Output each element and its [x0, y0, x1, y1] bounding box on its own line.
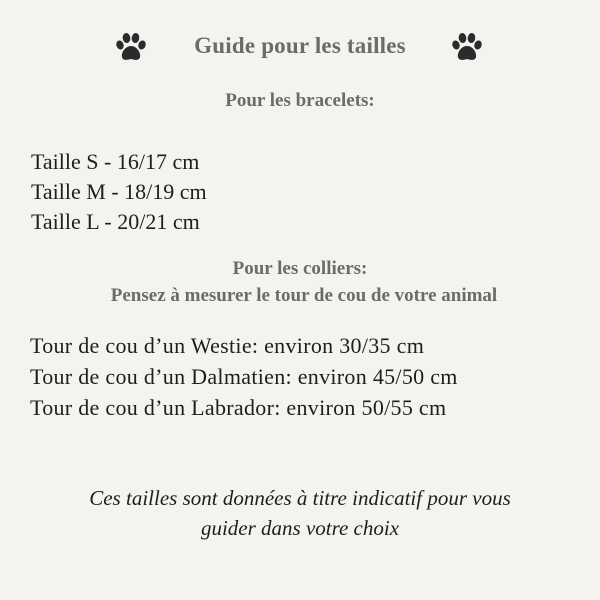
bracelet-size-l: Taille L - 20/21 cm — [31, 209, 200, 234]
bracelet-size-m: Taille M - 18/19 cm — [31, 179, 207, 204]
bracelet-size-list — [31, 147, 207, 237]
neck-size-dalmatien: Tour de cou d’un Dalmatien: environ 45/50 cm — [30, 364, 458, 389]
neck-size-westie: Tour de cou d’un Westie: environ 30/35 cm — [30, 333, 425, 358]
paw-icon — [450, 32, 484, 64]
neck-size-labrador: Tour de cou d’un Labrador: environ 50/55 cm — [30, 395, 447, 420]
footnote — [30, 483, 570, 543]
page-title: Guide pour les tailles — [194, 33, 406, 58]
footnote-line-1: Ces tailles sont données à titre indicatif pour vous — [89, 486, 511, 510]
colliers-instruction: Pensez à mesurer le tour de cou de votre animal — [110, 285, 498, 306]
footnote-line-2: guider dans votre choix — [200, 516, 400, 540]
colliers-heading: Pour les colliers: — [232, 258, 368, 279]
bracelets-heading: Pour les bracelets: — [225, 90, 375, 111]
title-row — [0, 28, 600, 68]
neck-size-list — [30, 330, 458, 423]
bracelet-size-s: Taille S - 16/17 cm — [31, 149, 200, 174]
